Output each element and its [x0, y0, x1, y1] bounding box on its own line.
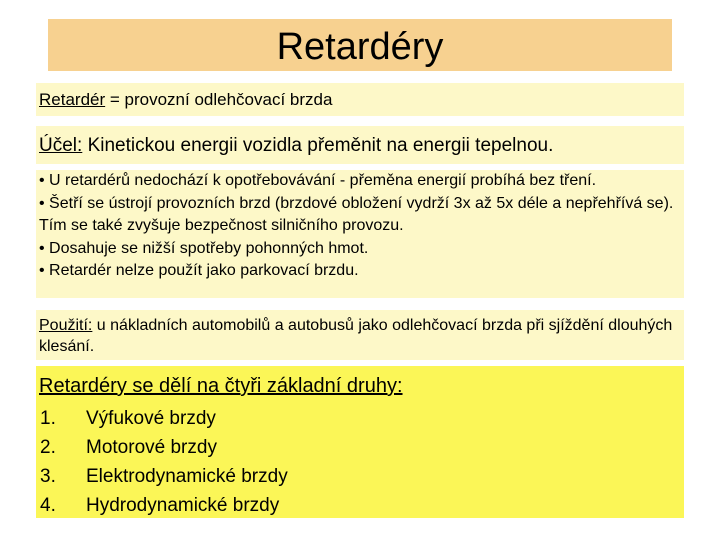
- usage-box: [36, 310, 684, 360]
- types-heading: Retardéry se dělí na čtyři základní druhy:: [39, 375, 403, 397]
- usage-paragraph: [39, 315, 679, 357]
- usage-label: Použití:: [39, 317, 93, 334]
- list-item: [40, 462, 288, 491]
- list-label: Výfukové brzdy: [86, 408, 216, 429]
- definition-term: Retardér: [39, 90, 106, 109]
- types-list: [40, 404, 288, 520]
- bullet-item: • Dosahuje se nižší spotřeby pohonných hmot.: [39, 239, 369, 257]
- purpose-text: Kinetickou energii vozidla přeměnit na energii tepelnou.: [82, 135, 554, 156]
- definition-text: = provozní odlehčovací brzda: [105, 90, 333, 109]
- list-number: 1.: [40, 408, 56, 429]
- list-number: 2.: [40, 437, 56, 458]
- types-box: [36, 366, 684, 518]
- list-item: [40, 433, 288, 462]
- bullet-item: • Šetří se ústrojí provozních brzd (brzdové obložení vydrží 3x až 5x déle a nepřehřívá se). Tím se také zvyšuje bezpečnost silničního provozu.: [39, 194, 674, 234]
- list-label: Motorové brzdy: [86, 437, 217, 458]
- purpose-line: [39, 135, 553, 157]
- page-title: Retardéry: [276, 26, 444, 68]
- bullet-item: • Retardér nelze použít jako parkovací brzdu.: [39, 262, 359, 279]
- list-number: 3.: [40, 466, 56, 487]
- bullets-box: [36, 170, 684, 298]
- bullet-list: [39, 170, 679, 283]
- purpose-label: Účel:: [39, 135, 83, 156]
- usage-text: u nákladních automobilů a autobusů jako odlehčovací brzda při sjíždění dlouhých klesání.: [39, 317, 673, 355]
- list-number: 4.: [40, 495, 56, 516]
- bullet-item: • U retardérů nedochází k opotřebovávání - přeměna energií probíhá bez tření.: [39, 172, 597, 189]
- title-banner: [48, 19, 672, 71]
- definition-box: [36, 83, 684, 116]
- list-item: [40, 491, 288, 520]
- definition-line: [39, 90, 332, 110]
- purpose-box: [36, 126, 684, 164]
- list-label: Elektrodynamické brzdy: [86, 466, 288, 487]
- list-label: Hydrodynamické brzdy: [86, 495, 280, 516]
- list-item: [40, 404, 288, 433]
